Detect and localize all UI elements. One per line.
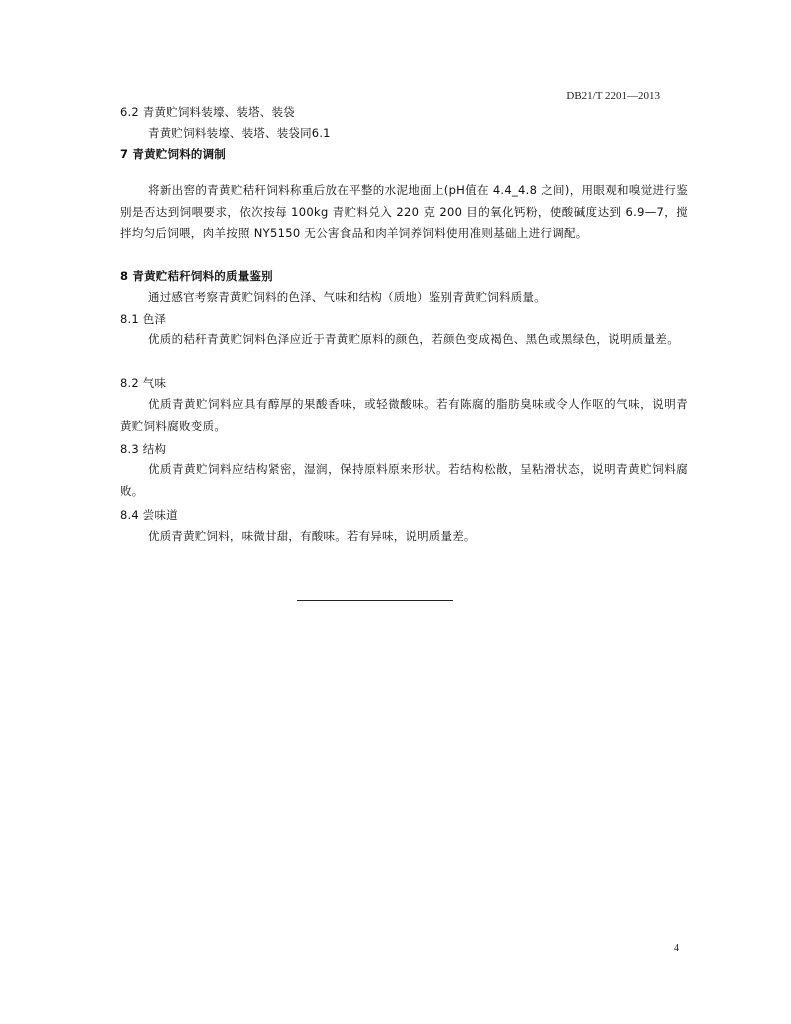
section-8-1-body: 优质的秸秆青黄贮饲料色泽应近于青黄贮原料的颜色，若颜色变成褐色、黑色或黑绿色，说明质量差。 [148, 332, 679, 346]
document-code: DB21/T 2201—2013 [566, 90, 660, 102]
section-8-4-body: 优质青黄贮饲料，味微甘甜，有酸味。若有异味，说明质量差。 [148, 529, 476, 543]
section-8-3-body: 优质青黄贮饲料应结构紧密，湿润，保持原料原来形状。若结构松散，呈粘滑状态，说明青黄贮饲料腐败。 [120, 462, 688, 498]
end-of-document-rule [297, 600, 453, 601]
section-6-2-heading: 6.2 青黄贮饲料装壕、装塔、装袋 [120, 105, 295, 119]
section-8-heading: 8 青黄贮秸秆饲料的质量鉴别 [120, 269, 273, 283]
section-8-2-body: 优质青黄贮饲料应具有醇厚的果酸香味，或轻微酸味。若有陈腐的脂肪臭味或令人作呕的气味，说明青黄贮饲料腐败变质。 [120, 397, 688, 433]
page-number: 4 [674, 943, 679, 954]
section-8-2-heading: 8.2 气味 [120, 376, 167, 390]
section-7-body: 将新出窖的青黄贮秸秆饲料称重后放在平整的水泥地面上(pH值在 4.4_4.8 之间)，用眼观和嗅觉进行鉴别是否达到饲喂要求，依次按每 100kg 青贮料兑入 220 克 200 目的氧化钙粉，使酸碱度达到 6.9—7，搅拌均匀后饲喂，肉羊按照 NY5150 无公害食品和肉羊饲养饲料使用准则基础上进行调配。 [120, 183, 688, 240]
section-6-2-body: 青黄贮饲料装壕、装塔、装袋同6.1 [148, 126, 331, 140]
section-8-3-heading: 8.3 结构 [120, 442, 167, 456]
section-7-heading: 7 青黄贮饲料的调制 [120, 147, 227, 161]
section-8-1-heading: 8.1 色泽 [120, 312, 167, 326]
section-8-4-heading: 8.4 尝味道 [120, 508, 178, 522]
section-8-intro: 通过感官考察青黄贮饲料的色泽、气味和结构（质地）鉴别青黄贮饲料质量。 [148, 290, 546, 304]
